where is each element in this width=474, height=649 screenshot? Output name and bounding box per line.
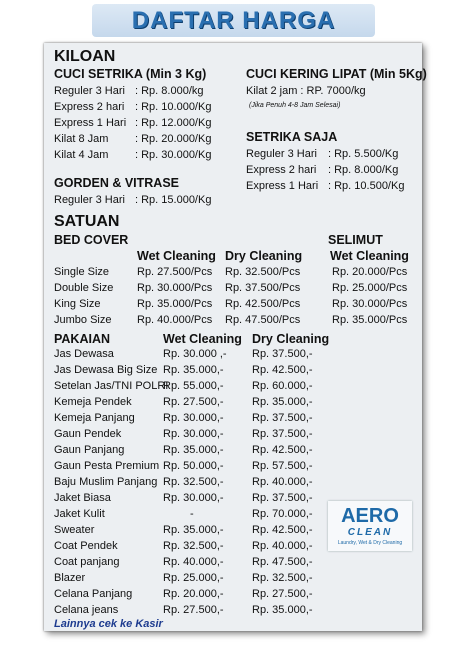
dry-price: Rp. 32.500,-	[252, 572, 313, 584]
wet-price: Rp. 25.000,-	[163, 572, 224, 584]
list-item-name: Baju Muslim Panjang	[54, 476, 158, 488]
dry-price: Rp. 42.500,-	[252, 444, 313, 456]
dry-price: Rp. 37.500,-	[252, 348, 313, 360]
list-item-name: Express 2 hari	[246, 164, 317, 176]
dry-price: Rp. 27.500,-	[252, 588, 313, 600]
dry-price: Rp. 40.000,-	[252, 476, 313, 488]
list-item-name: Express 1 Hari	[246, 180, 319, 192]
list-item-name: Setelan Jas/TNI POLRI	[54, 380, 169, 392]
list-item-name: Kemeja Panjang	[54, 412, 135, 424]
list-item-name: Double Size	[54, 282, 114, 294]
dry-price: Rp. 32.500/Pcs	[225, 266, 301, 278]
wet-price: Rp. 30.000,-	[163, 492, 224, 504]
logo-text-clean: CLEAN	[347, 527, 393, 538]
wet-price: Rp. 27.500,-	[163, 396, 224, 408]
dry-price: Rp. 35.000,-	[252, 604, 313, 616]
list-item-price: : Rp. 12.000/Kg	[135, 117, 212, 129]
dry-price: Rp. 57.500,-	[252, 460, 313, 472]
dry-price: Rp. 70.000,-	[252, 508, 313, 520]
list-item-price: : Rp. 10.500/Kg	[328, 180, 405, 192]
dry-price: Rp. 47.500/Pcs	[225, 314, 301, 326]
list-item-name: Single Size	[54, 266, 110, 278]
list-item-name: Blazer	[54, 572, 86, 584]
dry-price: Rp. 40.000,-	[252, 540, 313, 552]
list-item-price: : Rp. 15.000/Kg	[135, 194, 212, 206]
list-item-name: Gaun Pesta Premium	[54, 460, 160, 472]
list-item-name: Jaket Kulit	[54, 508, 105, 520]
list-item-price: : Rp. 30.000/Kg	[135, 149, 212, 161]
dry-price: Rp. 42.500,-	[252, 364, 313, 376]
wet-price: Rp. 40.000/Pcs	[137, 314, 213, 326]
heading-bed-cover: BED COVER	[54, 233, 129, 247]
dry-price: Rp. 35.000,-	[252, 396, 313, 408]
heading-setrika-saja: SETRIKA SAJA	[246, 130, 338, 144]
list-item-price: : Rp. 8.000/kg	[135, 85, 204, 97]
list-item-name: Gaun Panjang	[54, 444, 125, 456]
list-item-name: Express 1 Hari	[54, 117, 127, 129]
wet-price: Rp. 27.500/Pcs	[137, 266, 213, 278]
wet-price: Rp. 35.000,-	[163, 524, 224, 536]
wet-price: Rp. 27.500,-	[163, 604, 224, 616]
list-item-name: Sweater	[54, 524, 95, 536]
list-item-price: : Rp. 8.000/Kg	[328, 164, 399, 176]
list-item-name: Kilat 8 Jam	[54, 133, 109, 145]
selimut-price: Rp. 30.000/Pcs	[332, 298, 408, 310]
dry-price: Rp. 37.500,-	[252, 428, 313, 440]
section-heading-kiloan: KILOAN	[54, 48, 116, 65]
wet-price: Rp. 40.000,-	[163, 556, 224, 568]
wet-price: Rp. 30.000 ,-	[163, 348, 227, 360]
list-item-name: Gaun Pendek	[54, 428, 122, 440]
wet-price: Rp. 50.000,-	[163, 460, 224, 472]
page-title: DAFTAR HARGA	[131, 7, 336, 34]
list-item-price: : Rp. 5.500/Kg	[328, 148, 399, 160]
list-item-name: Express 2 hari	[54, 101, 125, 113]
heading-selimut: SELIMUT	[328, 233, 383, 247]
dry-price: Rp. 60.000,-	[252, 380, 313, 392]
aero-clean-logo	[328, 501, 412, 551]
list-item-name: Celana jeans	[54, 604, 119, 616]
list-item-name: Jas Dewasa	[54, 348, 114, 360]
list-item-name: King Size	[54, 298, 101, 310]
column-header-wet: Wet Cleaning	[163, 332, 242, 346]
wet-price: Rp. 55.000,-	[163, 380, 224, 392]
list-item-name: Coat panjang	[54, 556, 120, 568]
title-banner	[92, 4, 375, 37]
dry-price: Rp. 37.500,-	[252, 412, 313, 424]
list-item-price: : Rp. 20.000/Kg	[135, 133, 212, 145]
list-item-name: Kilat 4 Jam	[54, 149, 109, 161]
wet-price: Rp. 32.500,-	[163, 476, 224, 488]
footer-note: Lainnya cek ke Kasir	[54, 618, 163, 630]
wet-price: Rp. 30.000,-	[163, 428, 224, 440]
wet-price: Rp. 32.500,-	[163, 540, 224, 552]
column-header-dry: Dry Cleaning	[225, 249, 303, 263]
selimut-price: Rp. 25.000/Pcs	[332, 282, 408, 294]
list-item-name: Jumbo Size	[54, 314, 112, 326]
wet-price: Rp. 35.000/Pcs	[137, 298, 213, 310]
wet-price: Rp. 35.000,-	[163, 364, 224, 376]
wet-price: Rp. 20.000,-	[163, 588, 224, 600]
list-item-name: Reguler 3 Hari	[246, 148, 317, 160]
dry-price: Rp. 42.500/Pcs	[225, 298, 301, 310]
wet-price: -	[190, 508, 194, 520]
wet-price: Rp. 35.000,-	[163, 444, 224, 456]
heading-pakaian: PAKAIAN	[54, 332, 111, 346]
column-header-dry: Dry Cleaning	[252, 332, 330, 346]
selimut-price: Rp. 35.000/Pcs	[332, 314, 408, 326]
list-item-name: Jas Dewasa Big Size	[54, 364, 158, 376]
list-item-name: Reguler 3 Hari	[54, 85, 125, 97]
dry-price: Rp. 47.500,-	[252, 556, 313, 568]
logo-tagline: Laundry, Wet & Dry Cleaning	[337, 540, 403, 546]
heading-cuci-setrika: CUCI SETRIKA (Min 3 Kg)	[54, 67, 207, 81]
list-item-name: Jaket Biasa	[54, 492, 111, 504]
list-item-name: Coat Pendek	[54, 540, 118, 552]
cuci-kering-lipat-price: Kilat 2 jam : RP. 7000/kg	[246, 85, 366, 97]
dry-price: Rp. 37.500/Pcs	[225, 282, 301, 294]
wet-price: Rp. 30.000/Pcs	[137, 282, 213, 294]
cuci-kering-lipat-note: (Jika Penuh 4-8 Jam Selesai)	[249, 102, 341, 109]
wet-price: Rp. 30.000,-	[163, 412, 224, 424]
column-header-wet: Wet Cleaning	[330, 249, 409, 263]
selimut-price: Rp. 20.000/Pcs	[332, 266, 408, 278]
list-item-name: Reguler 3 Hari	[54, 194, 125, 206]
list-item-name: Celana Panjang	[54, 588, 133, 600]
heading-cuci-kering-lipat: CUCI KERING LIPAT (Min 5Kg)	[246, 67, 427, 81]
logo-text-aero: AERO	[341, 505, 399, 527]
list-item-price: : Rp. 10.000/Kg	[135, 101, 212, 113]
column-header-wet: Wet Cleaning	[137, 249, 216, 263]
dry-price: Rp. 37.500,-	[252, 492, 313, 504]
dry-price: Rp. 42.500,-	[252, 524, 313, 536]
heading-gorden-vitrase: GORDEN & VITRASE	[54, 176, 180, 190]
section-heading-satuan: SATUAN	[54, 213, 120, 230]
list-item-name: Kemeja Pendek	[54, 396, 132, 408]
